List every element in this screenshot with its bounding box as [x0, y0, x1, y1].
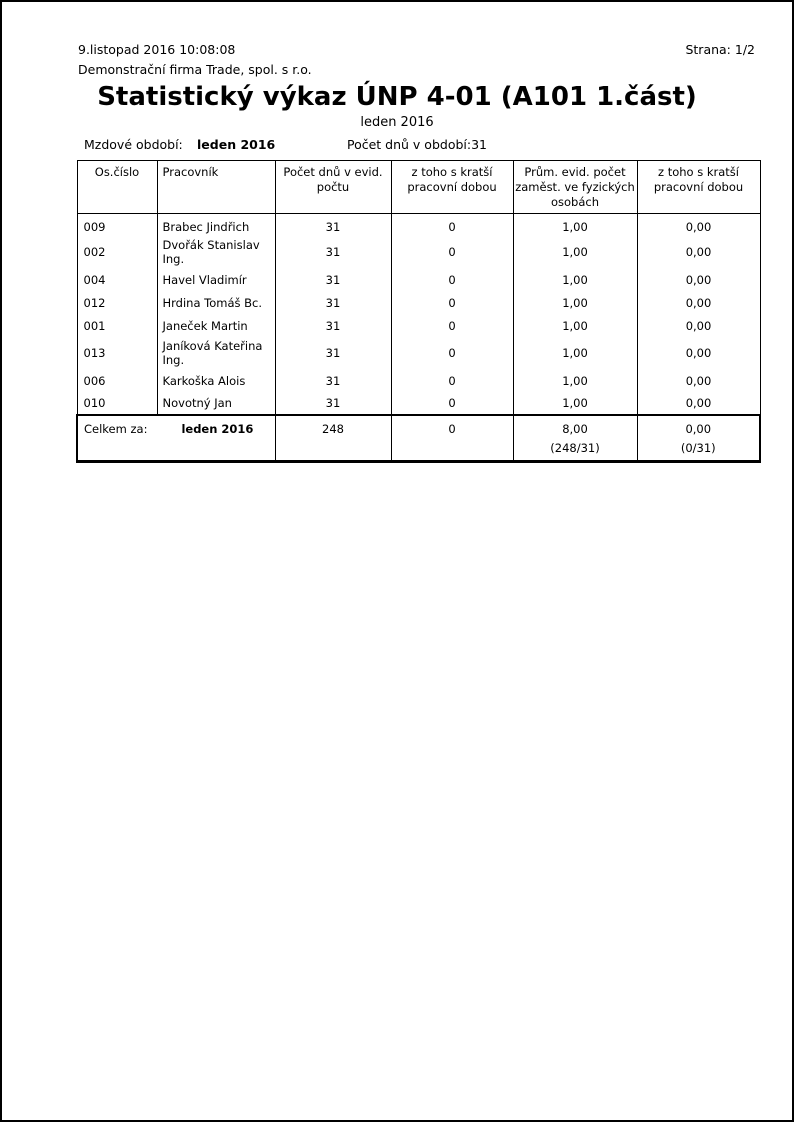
report-datetime: 9.listopad 2016 10:08:08 [78, 42, 236, 57]
cell-kratsi-doba-2: 0,00 [637, 369, 760, 392]
header-prum-evid: Prům. evid. počet zaměst. ve fyzických osobách [513, 161, 637, 214]
cell-pocet-dnu: 31 [275, 291, 391, 314]
period-days [347, 137, 487, 152]
cell-pracovnik: Janíková Kateřina Ing. [157, 337, 275, 369]
cell-kratsi-doba: 0 [391, 291, 513, 314]
cell-pocet-dnu: 31 [275, 268, 391, 291]
header-kratsi-doba-2: z toho s kratší pracovní dobou [637, 161, 760, 214]
cell-os-cislo: 009 [77, 213, 157, 236]
period-days-label: Počet dnů v období: [347, 137, 472, 152]
totals-avg-short-note: (0/31) [680, 440, 716, 455]
totals-avg-short: 0,00 [685, 422, 712, 437]
table-totals [77, 415, 760, 461]
cell-os-cislo: 001 [77, 314, 157, 337]
table-row [77, 268, 760, 291]
table-body [77, 213, 760, 415]
cell-pocet-dnu: 31 [275, 369, 391, 392]
cell-kratsi-doba-2: 0,00 [637, 291, 760, 314]
cell-pracovnik: Novotný Jan [157, 392, 275, 415]
cell-os-cislo: 013 [77, 337, 157, 369]
totals-avg: 8,00 [562, 422, 588, 437]
totals-avg-note: (248/31) [550, 440, 600, 455]
header-pocet-dnu: Počet dnů v evid. počtu [275, 161, 391, 214]
table-row [77, 236, 760, 268]
cell-kratsi-doba: 0 [391, 369, 513, 392]
cell-pracovnik: Janeček Martin [157, 314, 275, 337]
cell-kratsi-doba: 0 [391, 236, 513, 268]
cell-kratsi-doba: 0 [391, 268, 513, 291]
cell-kratsi-doba-2: 0,00 [637, 337, 760, 369]
cell-os-cislo: 006 [77, 369, 157, 392]
totals-days: 248 [275, 415, 391, 461]
cell-pocet-dnu: 31 [275, 337, 391, 369]
header-os-cislo: Os.číslo [77, 161, 157, 214]
cell-prum-evid: 1,00 [513, 337, 637, 369]
cell-pracovnik: Karkoška Alois [157, 369, 275, 392]
cell-kratsi-doba-2: 0,00 [637, 213, 760, 236]
cell-prum-evid: 1,00 [513, 236, 637, 268]
page-number: Strana: 1/2 [685, 42, 755, 57]
cell-pocet-dnu: 31 [275, 392, 391, 415]
period-days-value: 31 [471, 137, 487, 152]
totals-label: Celkem za: [84, 422, 148, 437]
cell-kratsi-doba-2: 0,00 [637, 314, 760, 337]
report-meta-line [78, 42, 755, 57]
table-row [77, 369, 760, 392]
report-title: Statistický výkaz ÚNP 4-01 (A101 1.část) [97, 82, 697, 112]
header-pracovnik: Pracovník [157, 161, 275, 214]
cell-kratsi-doba: 0 [391, 314, 513, 337]
period-label: Mzdové období: [84, 137, 183, 152]
cell-kratsi-doba-2: 0,00 [637, 236, 760, 268]
cell-pocet-dnu: 31 [275, 314, 391, 337]
cell-os-cislo: 010 [77, 392, 157, 415]
table-row [77, 337, 760, 369]
cell-kratsi-doba: 0 [391, 392, 513, 415]
cell-prum-evid: 1,00 [513, 291, 637, 314]
totals-avg-cell [513, 415, 637, 461]
cell-prum-evid: 1,00 [513, 392, 637, 415]
table-row [77, 291, 760, 314]
header-kratsi-doba: z toho s kratší pracovní dobou [391, 161, 513, 214]
report-subtitle: leden 2016 [360, 115, 434, 130]
totals-row [77, 415, 760, 461]
cell-pracovnik: Dvořák Stanislav Ing. [157, 236, 275, 268]
totals-period: leden 2016 [181, 422, 254, 437]
cell-pocet-dnu: 31 [275, 236, 391, 268]
cell-prum-evid: 1,00 [513, 268, 637, 291]
cell-pracovnik: Brabec Jindřich [157, 213, 275, 236]
cell-prum-evid: 1,00 [513, 213, 637, 236]
period-value: leden 2016 [197, 137, 276, 152]
totals-avg-short-cell [637, 415, 760, 461]
table-row [77, 314, 760, 337]
cell-kratsi-doba: 0 [391, 213, 513, 236]
cell-pracovnik: Hrdina Tomáš Bc. [157, 291, 275, 314]
totals-short-days: 0 [391, 415, 513, 461]
report-table [76, 160, 761, 463]
table-header [77, 161, 760, 214]
cell-kratsi-doba-2: 0,00 [637, 392, 760, 415]
totals-label-cell [77, 415, 275, 461]
cell-os-cislo: 002 [77, 236, 157, 268]
cell-prum-evid: 1,00 [513, 314, 637, 337]
cell-os-cislo: 004 [77, 268, 157, 291]
cell-kratsi-doba-2: 0,00 [637, 268, 760, 291]
cell-pocet-dnu: 31 [275, 213, 391, 236]
company-name: Demonstrační firma Trade, spol. s r.o. [78, 62, 312, 77]
cell-kratsi-doba: 0 [391, 337, 513, 369]
cell-prum-evid: 1,00 [513, 369, 637, 392]
cell-os-cislo: 012 [77, 291, 157, 314]
table-row [77, 392, 760, 415]
cell-pracovnik: Havel Vladimír [157, 268, 275, 291]
table-row [77, 213, 760, 236]
